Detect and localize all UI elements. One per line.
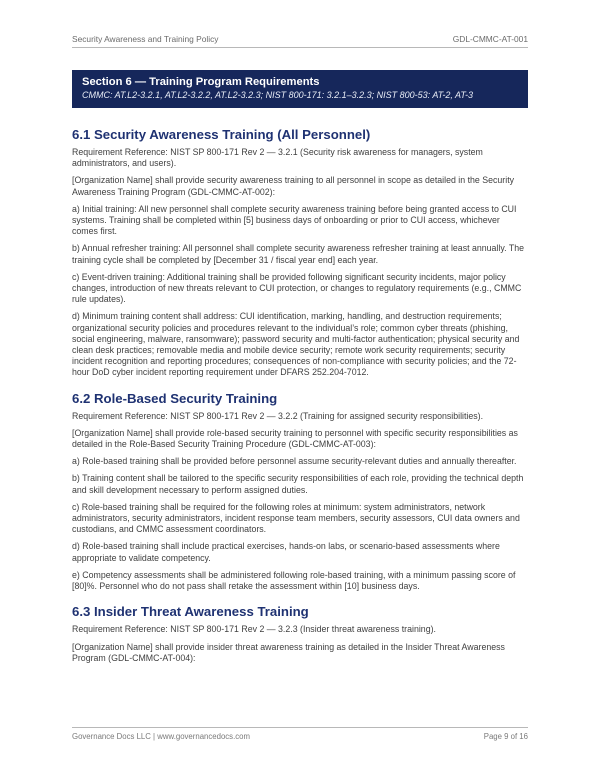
- list-item: e) Competency assessments shall be administered following role-based training, with a minimum passing score of [80]%. Personnel who do not pass shall retake the assessment within [10] business days.: [72, 569, 516, 592]
- footer-page-number: Page 9 of 16: [483, 732, 528, 741]
- list-item: b) Annual refresher training: All personnel shall complete security awareness refresher training at least annually. The training cycle shall be completed by [December 31 / fiscal year end] each year.: [72, 243, 524, 265]
- list-item: c) Event-driven training: Additional training shall be provided following significant security incidents, major policy changes, introduction of new threats relevant to CUI protection, or changes to regulatory requirements (e.g., CMMC rule updates).: [72, 271, 522, 305]
- header-document-id: GDL-CMMC-AT-001: [452, 34, 528, 44]
- requirement-reference: Requirement Reference: NIST SP 800-171 Rev 2 — 3.2.2 (Training for assigned security responsibilities).: [72, 410, 484, 421]
- requirement-reference: Requirement Reference: NIST SP 800-171 Rev 2 — 3.2.3 (Insider threat awareness training).: [72, 624, 436, 635]
- requirement-reference: Requirement Reference: NIST SP 800-171 Rev 2 — 3.2.1 (Security risk awareness for managers, system administrators, and users).: [72, 147, 483, 169]
- list-item: b) Training content shall be tailored to the specific security responsibilities of each role, providing the technical depth and skill development necessary to perform assigned duties.: [72, 473, 524, 495]
- banner-title: Section 6 — Training Program Requirements: [82, 76, 320, 88]
- document-body: [72, 126, 528, 664]
- paragraph: [Organization Name] shall provide role-based security training to personnel with specific security responsibilities as detailed in the Role-Based Security Training Procedure (GDL-CMMC-AT-003):: [72, 427, 518, 450]
- list-item: d) Role-based training shall include practical exercises, hands-on labs, or scenario-based assessments where appropriate to validate competency.: [72, 541, 500, 563]
- banner-subtitle: CMMC: AT.L2-3.2.1, AT.L2-3.2.2, AT.L2-3.2.3; NIST 800-171: 3.2.1–3.2.3; NIST 800-53: AT-2, AT-3: [82, 90, 474, 100]
- paragraph: [Organization Name] shall provide security awareness training to all personnel in scope as detailed in the Security Awareness Training Program (GDL-CMMC-AT-002):: [72, 175, 515, 197]
- section-heading-6-1: 6.1 Security Awareness Training (All Personnel): [72, 127, 371, 142]
- list-item: c) Role-based training shall be required for the following roles at minimum: system administrators, network administrators, security administrators, incident response team members, security assessors, CUI data owners and custodians, and CMMC assessment coordinators.: [72, 501, 520, 535]
- section-heading-6-3: 6.3 Insider Threat Awareness Training: [72, 604, 309, 620]
- list-item: d) Minimum training content shall address: CUI identification, marking, handling, and destruction requirements; organizational security policies and procedures relevant to the individual’s role; common cyber threats (phishing, social engineering, malware, ransomware); password security and multi-factor authentication; physical security and clean desk practices; removable media and mobile device security; remote work security requirements; security incident recognition and reporting procedures; consequences of non-compliance with security policies; and the 72-hour DoD cyber incident reporting requirement under DFARS 252.204-7012.: [72, 311, 520, 378]
- section-heading-6-2: 6.2 Role-Based Security Training: [72, 390, 278, 406]
- list-item: a) Role-based training shall be provided before personnel assume security-relevant duties and annually thereafter.: [72, 456, 517, 467]
- list-item: a) Initial training: All new personnel shall complete security awareness training before being granted access to CUI systems. Training shall be completed within [5] business days of onboarding or prior to CUI access, whichever comes first.: [72, 203, 517, 237]
- footer-publisher: Governance Docs LLC | www.governancedocs.com: [72, 732, 250, 741]
- paragraph: [Organization Name] shall provide insider threat awareness training as detailed in the Insider Threat Awareness Program (GDL-CMMC-AT-004):: [72, 641, 505, 663]
- section-banner: [72, 70, 528, 108]
- page-header: [72, 34, 528, 48]
- header-document-title: Security Awareness and Training Policy: [72, 34, 219, 44]
- page-footer: [72, 727, 528, 741]
